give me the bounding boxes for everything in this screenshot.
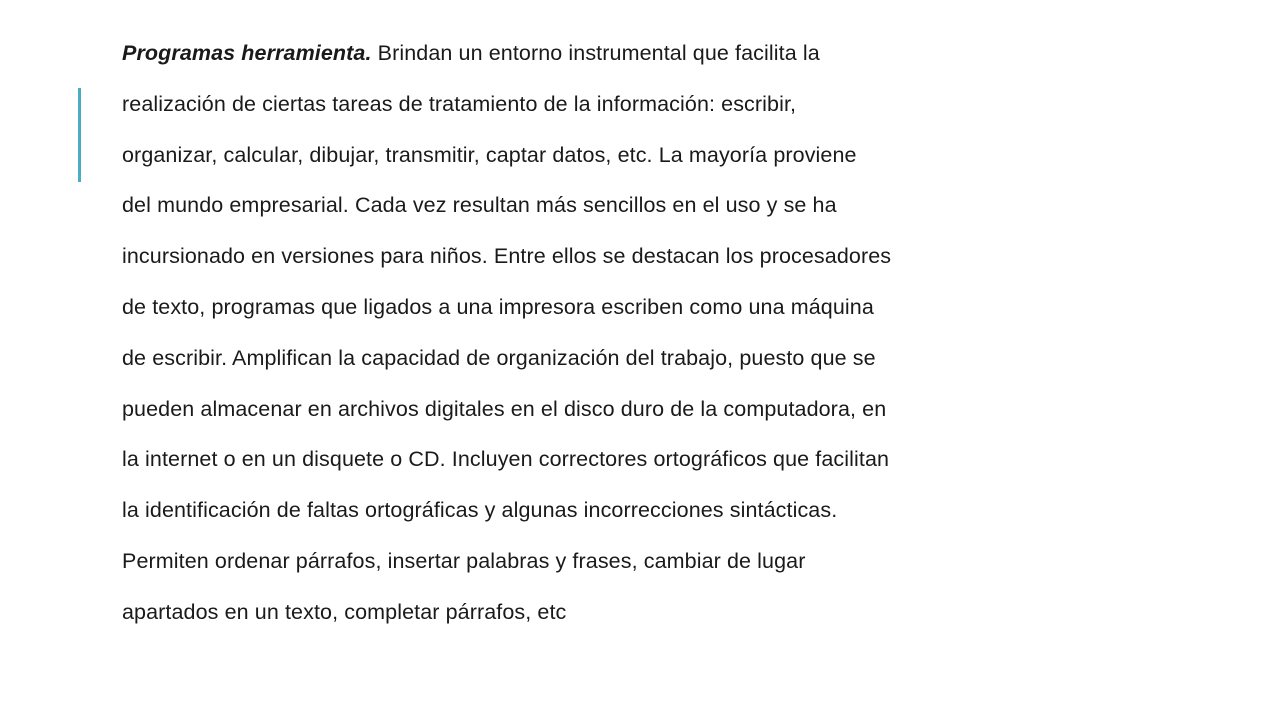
- text-line: [122, 28, 1082, 79]
- text-line: de texto, programas que ligados a una impresora escriben como una máquina: [122, 294, 874, 319]
- text-line: del mundo empresarial. Cada vez resultan más sencillos en el uso y se ha: [122, 193, 837, 218]
- text-line: pueden almacenar en archivos digitales en el disco duro de la computadora, en: [122, 396, 887, 421]
- accent-bar: [78, 88, 81, 182]
- text-line: apartados en un texto, completar párrafos, etc: [122, 599, 567, 624]
- text-line-content: Brindan un entorno instrumental que facilita la: [371, 41, 820, 65]
- body-paragraph: [122, 28, 1082, 638]
- text-line: incursionado en versiones para niños. Entre ellos se destacan los procesadores: [122, 244, 892, 269]
- text-line: realización de ciertas tareas de tratamiento de la información: escribir,: [122, 91, 797, 116]
- text-line: Permiten ordenar párrafos, insertar palabras y frases, cambiar de lugar: [122, 548, 806, 573]
- text-line: la internet o en un disquete o CD. Incluyen correctores ortográficos que facilitan: [122, 447, 890, 472]
- text-line: de escribir. Amplifican la capacidad de organización del trabajo, puesto que se: [122, 345, 876, 370]
- lead-term: Programas herramienta.: [122, 41, 372, 65]
- text-line: la identificación de faltas ortográficas y algunas incorrecciones sintácticas.: [122, 498, 838, 523]
- text-line: organizar, calcular, dibujar, transmitir, captar datos, etc. La mayoría proviene: [122, 142, 857, 167]
